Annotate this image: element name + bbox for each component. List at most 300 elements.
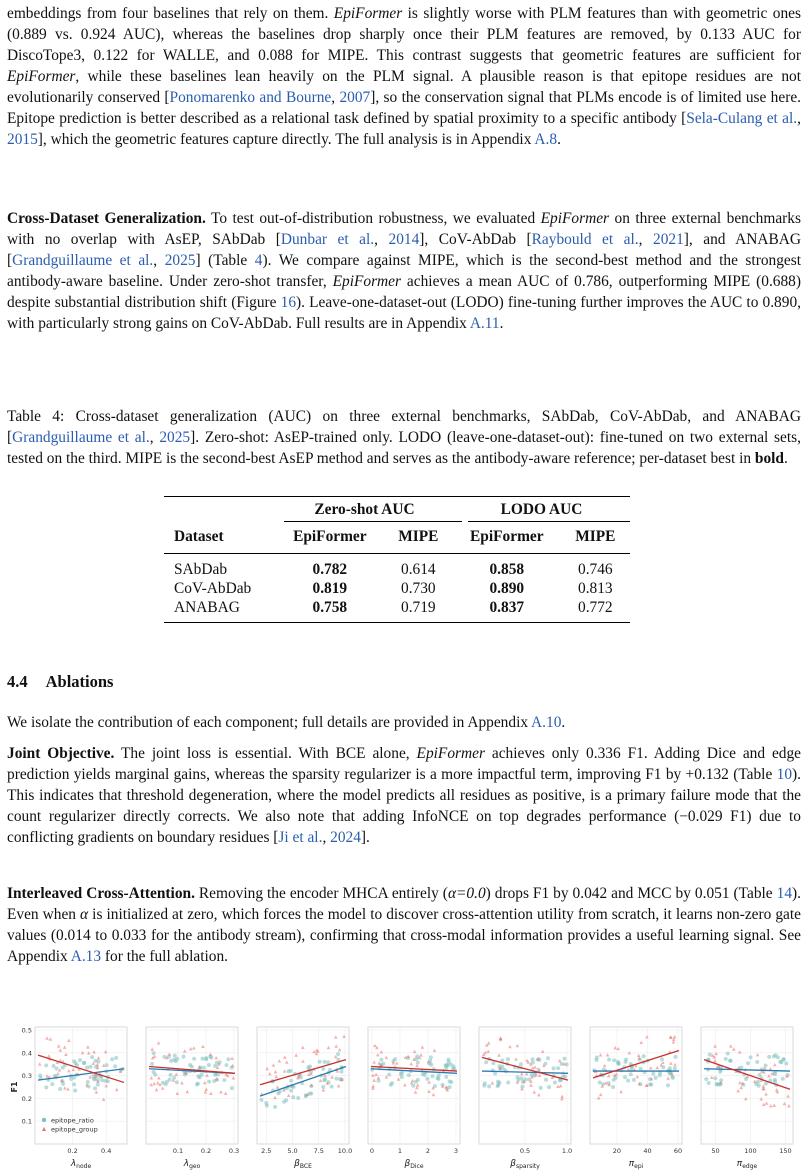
- table-bottom-rule: [164, 622, 630, 623]
- ratio-point: [72, 1082, 76, 1086]
- paragraph-heading: Joint Objective.: [7, 745, 115, 762]
- table-caption: [7, 406, 801, 469]
- paragraph-joint-objective: [7, 743, 801, 848]
- ratio-point: [291, 1095, 295, 1099]
- x-tick-label: 0: [369, 1147, 375, 1155]
- ratio-point: [506, 1057, 510, 1061]
- ratio-point: [520, 1085, 524, 1089]
- ratio-point: [617, 1062, 621, 1066]
- text: Removing the encoder MHCA entirely (: [194, 885, 448, 902]
- ratio-point: [673, 1067, 677, 1071]
- cell-value: 0.858: [489, 560, 525, 578]
- ratio-point: [282, 1100, 286, 1104]
- x-tick-label: 0.2: [200, 1147, 212, 1155]
- cell-dataset: CoV-AbDab: [174, 579, 252, 597]
- ratio-point: [113, 1064, 117, 1068]
- ratio-point: [168, 1078, 172, 1082]
- appendix-link[interactable]: A.10: [531, 714, 562, 731]
- ratio-point: [756, 1080, 760, 1084]
- ratio-point: [207, 1063, 211, 1067]
- cell-value: 0.890: [489, 579, 525, 597]
- ratio-point: [153, 1073, 157, 1077]
- x-tick-label: 50: [711, 1147, 720, 1155]
- text: .: [499, 315, 504, 332]
- ratio-point: [289, 1089, 293, 1093]
- ratio-point: [491, 1061, 495, 1065]
- ratio-point: [598, 1080, 602, 1084]
- x-axis-label-subscript: sparsity: [515, 1163, 540, 1170]
- results-table: [164, 498, 630, 617]
- text: , while these baselines lean heavily on the PLM signal. A plausible reason is that epitope residues are not evolutionarily conserved [: [7, 68, 801, 106]
- ratio-point: [393, 1057, 397, 1061]
- ratio-point: [425, 1077, 429, 1081]
- section-heading: [7, 672, 113, 692]
- x-axis-label-symbol: π: [736, 1159, 743, 1169]
- ratio-point: [72, 1059, 76, 1063]
- x-axis-label-subscript: node: [76, 1163, 92, 1170]
- text: ). This indicates that threshold degeneration, where the model predicts all residues as positive, is a primary failure mode that the count regularizer directly corrects. We also note that adding InfoNCE on top degrades performance (−0.029 F1) due to conflicting gradients on boundary residues [: [7, 766, 801, 846]
- text: To test out-of-distribution robustness, we evaluated: [205, 210, 541, 227]
- ratio-point: [444, 1075, 448, 1079]
- cell-value: 0.746: [578, 560, 613, 578]
- x-axis-label-symbol: λ: [183, 1159, 190, 1169]
- ratio-point: [642, 1054, 646, 1058]
- table-link[interactable]: 10: [776, 766, 793, 783]
- table-row: [164, 598, 630, 617]
- text: ,: [638, 231, 653, 248]
- appendix-link[interactable]: A.13: [70, 948, 102, 965]
- x-tick-label: 150: [779, 1147, 792, 1155]
- x-tick-label: 100: [744, 1147, 757, 1155]
- x-tick-label: 0.2: [67, 1147, 78, 1155]
- cell-value: 0.758: [312, 598, 348, 616]
- ratio-point: [487, 1084, 491, 1088]
- ratio-point: [407, 1073, 411, 1077]
- ratio-point: [626, 1079, 630, 1083]
- ratio-point: [308, 1065, 312, 1069]
- ratio-point: [340, 1070, 344, 1074]
- x-axis-label: [70, 1159, 92, 1170]
- ratio-point: [519, 1062, 523, 1066]
- ratio-point: [152, 1051, 156, 1055]
- x-axis-label: [403, 1159, 423, 1170]
- ratio-point: [563, 1075, 567, 1079]
- ratio-point: [286, 1069, 290, 1073]
- ratio-point: [563, 1057, 567, 1061]
- ratio-point: [773, 1071, 777, 1075]
- ratio-point: [623, 1075, 627, 1079]
- ratio-point: [713, 1076, 717, 1080]
- paragraph-plm-analysis: [7, 3, 801, 150]
- ratio-point: [289, 1079, 293, 1083]
- model-name: EpiFormer: [416, 745, 485, 762]
- ratio-point: [100, 1078, 104, 1082]
- ratio-point: [323, 1077, 327, 1081]
- x-axis-label-subscript: BCE: [299, 1163, 312, 1170]
- ratio-point: [666, 1083, 670, 1087]
- table-top-rule: [164, 496, 630, 497]
- ratio-point: [323, 1060, 327, 1064]
- ratio-point: [273, 1105, 277, 1109]
- text: ,: [153, 252, 165, 269]
- text: ). We compare against MIPE, which is the second-best method and the strongest antibody-aware baseline. Under zero-shot transfer,: [7, 252, 802, 290]
- ratio-point: [506, 1080, 510, 1084]
- cell-dataset: SAbDab: [174, 560, 228, 578]
- text: ].: [360, 829, 370, 846]
- citation-link[interactable]: Raybould et al.: [531, 231, 639, 248]
- citation-link[interactable]: 2024: [330, 829, 361, 846]
- ratio-point: [444, 1063, 448, 1067]
- y-tick-label: 0.2: [21, 1094, 32, 1103]
- cell-value: 0.819: [312, 579, 348, 597]
- ratio-point: [209, 1056, 213, 1060]
- citation-link[interactable]: 2015: [7, 131, 38, 148]
- text: ). Leave-one-dataset-out (LODO) fine-tuning further improves the AUC to 0.890, with particularly strong gains on CoV-AbDab. Full results are in Appendix: [7, 294, 801, 332]
- text: ], CoV-AbDab [: [419, 231, 532, 248]
- ratio-point: [224, 1063, 228, 1067]
- ratio-point: [150, 1062, 154, 1066]
- citation-link[interactable]: 2025: [159, 429, 191, 446]
- ratio-point: [784, 1061, 788, 1065]
- ratio-point: [69, 1077, 73, 1081]
- appendix-link[interactable]: A.11: [469, 315, 500, 332]
- ratio-point: [173, 1054, 177, 1058]
- citation-link[interactable]: 2025: [164, 252, 196, 269]
- ratio-point: [55, 1067, 59, 1071]
- cell-value: 0.719: [401, 598, 436, 616]
- ratio-point: [169, 1073, 173, 1077]
- y-tick-label: 0.5: [21, 1026, 32, 1035]
- text: ,: [374, 231, 389, 248]
- text: Table 4: Cross-dataset generalization (AUC) on three external benchmarks, SAbDab, CoV-AbDab, and ANABAG [: [7, 408, 801, 446]
- ratio-point: [431, 1074, 435, 1078]
- ratio-point: [200, 1073, 204, 1077]
- text: for the full ablation.: [101, 948, 228, 965]
- ratio-point: [755, 1060, 759, 1064]
- x-tick-label: 1: [397, 1147, 403, 1155]
- x-axis-label-subscript: epi: [634, 1163, 644, 1170]
- ratio-point: [565, 1062, 569, 1066]
- text: ,: [797, 110, 801, 127]
- ratio-point: [649, 1083, 653, 1087]
- ratio-point: [82, 1061, 86, 1065]
- ratio-point: [484, 1060, 488, 1064]
- x-axis-label: [183, 1159, 201, 1170]
- ratio-point: [437, 1073, 441, 1077]
- header-mipe-zero: MIPE: [398, 528, 439, 545]
- ratio-point: [556, 1066, 560, 1070]
- ratio-point: [612, 1058, 616, 1062]
- ratio-point: [387, 1073, 391, 1077]
- ratio-point: [44, 1063, 48, 1067]
- ratio-point: [436, 1077, 440, 1081]
- header-epiformer-lodo: EpiFormer: [470, 528, 544, 545]
- x-tick-label: 60: [673, 1147, 683, 1155]
- text: ,: [322, 829, 331, 846]
- ratio-point: [781, 1058, 785, 1062]
- text: The joint loss is essential. With BCE alone,: [114, 745, 417, 762]
- cell-value: 0.782: [312, 560, 348, 578]
- text: ]. Zero-shot: AsEP-trained only. LODO (leave-one-dataset-out): fine-tuned on two external sets, tested on the third. MIPE is the second-best AsEP method and serves as the antibody-aware reference; per-dataset best in: [7, 429, 801, 467]
- ratio-point: [639, 1067, 643, 1071]
- paragraph-cross-dataset: [7, 208, 801, 334]
- header-lodo: LODO AUC: [500, 500, 583, 518]
- ratio-point: [188, 1063, 192, 1067]
- ratio-point: [379, 1058, 383, 1062]
- ratio-point: [192, 1057, 196, 1061]
- x-axis-label: [509, 1159, 540, 1170]
- ratio-point: [321, 1067, 325, 1071]
- text: ], and ANABAG [: [7, 231, 802, 269]
- ratio-point: [276, 1091, 280, 1095]
- ratio-point: [172, 1076, 176, 1080]
- citation-link[interactable]: Grandguillaume et al.: [12, 429, 150, 446]
- ratio-point: [204, 1056, 208, 1060]
- ratio-point: [86, 1080, 90, 1084]
- text: ] (Table: [195, 252, 255, 269]
- citation-link[interactable]: Ji et al.: [278, 829, 323, 846]
- text: is slightly worse with PLM features than with geometric ones (0.889 vs. 0.924 AUC), whereas the baselines drop sharply once their PLM features are removed, by 0.133 AUC for DiscoTope3, 0.122 for WALLE, and 0.088 for MIPE. This contrast suggests that geometric features are sufficient for: [7, 5, 801, 64]
- ratio-point: [106, 1079, 110, 1083]
- ratio-point: [704, 1077, 708, 1081]
- ratio-point: [673, 1055, 677, 1059]
- x-axis-label-symbol: λ: [70, 1159, 77, 1169]
- ratio-point: [416, 1061, 420, 1065]
- ratio-point: [222, 1078, 226, 1082]
- cell-value: 0.837: [489, 598, 525, 616]
- x-axis-label-subscript: geo: [189, 1163, 201, 1170]
- cell-value: 0.772: [578, 598, 613, 616]
- text: ], which the geometric features capture directly. The full analysis is in Appendix: [37, 131, 535, 148]
- ratio-point: [629, 1072, 633, 1076]
- ratio-point: [544, 1078, 548, 1082]
- ratio-point: [207, 1080, 211, 1084]
- ratio-point: [309, 1092, 313, 1096]
- text: ,: [149, 429, 160, 446]
- math: α: [80, 906, 89, 923]
- ratio-point: [746, 1061, 750, 1065]
- ratio-point: [265, 1104, 269, 1108]
- ratio-point: [708, 1053, 712, 1057]
- table-link[interactable]: 4: [254, 252, 263, 269]
- ratio-point: [89, 1065, 93, 1069]
- ratio-point: [449, 1080, 453, 1084]
- y-tick-label: 0.3: [21, 1072, 32, 1081]
- text: ], so the conservation signal that PLMs encode is of limited use here. Epitope prediction is better described as a relational task defined by spatial proximity to a specific antibody [: [7, 89, 802, 127]
- text: ). Even when: [7, 885, 801, 923]
- ratio-point: [547, 1085, 551, 1089]
- citation-link[interactable]: 2014: [388, 231, 420, 248]
- x-tick-label: 0.1: [172, 1147, 184, 1155]
- ratio-point: [773, 1078, 777, 1082]
- ratio-point: [259, 1098, 263, 1102]
- paragraph-heading: Interleaved Cross-Attention.: [7, 885, 195, 902]
- x-tick-label: 2: [425, 1147, 431, 1155]
- ratio-point: [50, 1082, 54, 1086]
- ratio-point: [175, 1080, 179, 1084]
- table-row: [164, 560, 630, 579]
- ratio-point: [447, 1060, 451, 1064]
- x-tick-label: 0.3: [228, 1147, 240, 1155]
- ratio-point: [202, 1066, 206, 1070]
- ratio-point: [175, 1057, 179, 1061]
- text: .: [784, 450, 788, 467]
- ratio-point: [429, 1055, 433, 1059]
- ratio-point: [61, 1082, 65, 1086]
- section-title: Ablations: [45, 672, 114, 691]
- x-axis-label: [293, 1159, 312, 1170]
- ratio-point: [607, 1058, 611, 1062]
- citation-link[interactable]: 2007: [339, 89, 371, 106]
- ratio-point: [671, 1076, 675, 1080]
- ratio-point: [719, 1078, 723, 1082]
- x-tick-label: 0.4: [101, 1147, 112, 1155]
- header-mipe-lodo: MIPE: [575, 528, 616, 545]
- cell-dataset: ANABAG: [174, 598, 240, 616]
- x-tick-label: 2.5: [261, 1147, 272, 1155]
- header-epiformer-zero: EpiFormer: [293, 528, 367, 545]
- legend-label-ratio: epitope_ratio: [51, 1116, 94, 1125]
- x-tick-label: 20: [612, 1147, 622, 1155]
- y-axis-label: F1: [10, 1081, 19, 1093]
- model-name: EpiFormer: [332, 273, 401, 290]
- cell-value: 0.614: [401, 560, 436, 578]
- x-axis-label-subscript: edge: [742, 1163, 758, 1170]
- text: .: [561, 714, 566, 731]
- citation-link[interactable]: Grandguillaume et al.: [12, 252, 154, 269]
- x-axis-label: [737, 1159, 758, 1170]
- ratio-point: [182, 1055, 186, 1059]
- text: is initialized at zero, which forces the model to discover cross-attention utility from scratch, it learns non-zero gate values (0.014 to 0.033 for the antibody stream), confirming that cross-modal information provides a useful learning signal. See Appendix: [7, 906, 801, 965]
- ratio-point: [226, 1057, 230, 1061]
- header-zero-shot: Zero-shot AUC: [314, 500, 415, 518]
- ratio-point: [553, 1080, 557, 1084]
- ratio-point: [539, 1086, 543, 1090]
- appendix-link[interactable]: A.8: [534, 131, 558, 148]
- x-tick-label: 5.0: [287, 1147, 298, 1155]
- ratio-point: [52, 1064, 56, 1068]
- ratio-point: [651, 1072, 655, 1076]
- ratio-point: [632, 1078, 636, 1082]
- paragraph-heading: Cross-Dataset Generalization.: [7, 210, 206, 227]
- x-axis-label-symbol: β: [510, 1159, 516, 1169]
- ratio-point: [326, 1060, 330, 1064]
- ratio-point: [196, 1082, 200, 1086]
- x-tick-label: 1.0: [561, 1147, 573, 1155]
- text: ,: [331, 89, 340, 106]
- ratio-point: [624, 1057, 628, 1061]
- ratio-point: [595, 1055, 599, 1059]
- ratio-point: [93, 1086, 97, 1090]
- ratio-point: [546, 1056, 550, 1060]
- ratio-point: [78, 1058, 82, 1062]
- paragraph-ablation-intro: [7, 712, 801, 733]
- ratio-point: [658, 1073, 662, 1077]
- ratio-point: [114, 1056, 118, 1060]
- ratio-point: [73, 1088, 77, 1092]
- x-tick-label: 0.5: [519, 1147, 531, 1155]
- ratio-point: [416, 1078, 420, 1082]
- ratio-point: [516, 1078, 520, 1082]
- ratio-point: [334, 1077, 338, 1081]
- table-link[interactable]: 14: [776, 885, 793, 902]
- ratio-point: [726, 1052, 730, 1056]
- ratio-point: [758, 1073, 762, 1077]
- ratio-point: [201, 1057, 205, 1061]
- citation-link[interactable]: Sela-Culang et al.: [686, 110, 798, 127]
- ratio-point: [660, 1057, 664, 1061]
- citation-link[interactable]: Dunbar et al.: [280, 231, 375, 248]
- model-name: EpiFormer: [540, 210, 610, 227]
- ratio-point: [321, 1085, 325, 1089]
- empty-header: [164, 498, 276, 521]
- ratio-point: [749, 1055, 753, 1059]
- ratio-point: [96, 1083, 100, 1087]
- ratio-point: [336, 1052, 340, 1056]
- ratio-point: [330, 1085, 334, 1089]
- paragraph-cross-attention: [7, 883, 801, 967]
- cell-value: 0.730: [401, 579, 436, 597]
- ratio-point: [715, 1082, 719, 1086]
- ratio-point: [389, 1083, 393, 1087]
- text: achieves only 0.336 F1. Adding Dice and edge prediction yields marginal gains, whereas the sparsity regularizer is a more impactful term, improving F1 by +0.132 (Table: [7, 745, 802, 783]
- ratio-point: [707, 1081, 711, 1085]
- ratio-point: [496, 1083, 500, 1087]
- legend-label-group: epitope_group: [51, 1125, 98, 1134]
- x-tick-label: 10.0: [337, 1147, 353, 1155]
- x-tick-label: 40: [643, 1147, 652, 1155]
- text: embeddings from four baselines that rely on them.: [7, 5, 334, 22]
- x-axis-label-symbol: β: [404, 1159, 411, 1169]
- ratio-point: [764, 1063, 768, 1067]
- ratio-point: [90, 1055, 94, 1059]
- ratio-point: [764, 1082, 768, 1086]
- x-tick-label: 3: [453, 1147, 459, 1155]
- text: achieves a mean AUC of 0.786, outperforming MIPE (0.688) despite substantial distribution shift (Figure: [7, 273, 801, 311]
- spacer: [164, 553, 630, 560]
- ratio-point: [230, 1086, 234, 1090]
- ratio-point: [531, 1057, 535, 1061]
- ratio-point: [164, 1082, 168, 1086]
- ratio-point: [110, 1057, 114, 1061]
- table-row: [164, 579, 630, 598]
- ratio-point: [728, 1059, 732, 1063]
- y-tick-label: 0.4: [21, 1049, 32, 1058]
- bold-word: bold: [754, 450, 784, 467]
- ratio-point: [552, 1066, 556, 1070]
- ratio-point: [654, 1076, 658, 1080]
- ratio-point: [724, 1057, 728, 1061]
- math: α=0.0: [447, 885, 486, 902]
- y-tick-label: 0.1: [21, 1117, 32, 1126]
- text: ) drops F1 by 0.042 and MCC by 0.051 (Table: [485, 885, 777, 902]
- ratio-point: [213, 1073, 217, 1077]
- ratio-point: [767, 1055, 771, 1059]
- ratio-point: [169, 1059, 173, 1063]
- ratio-point: [400, 1071, 404, 1075]
- citation-link[interactable]: 2021: [653, 231, 684, 248]
- ratio-point: [611, 1085, 615, 1089]
- figure-link[interactable]: 16: [280, 294, 297, 311]
- ratio-point: [318, 1060, 322, 1064]
- citation-link[interactable]: Ponomarenko and Bourne: [169, 89, 332, 106]
- ratio-point: [451, 1064, 455, 1068]
- ratio-point: [612, 1078, 616, 1082]
- ratio-point: [85, 1065, 89, 1069]
- ratio-point: [774, 1053, 778, 1057]
- x-axis-label-symbol: β: [294, 1159, 300, 1169]
- ratio-point: [58, 1087, 62, 1091]
